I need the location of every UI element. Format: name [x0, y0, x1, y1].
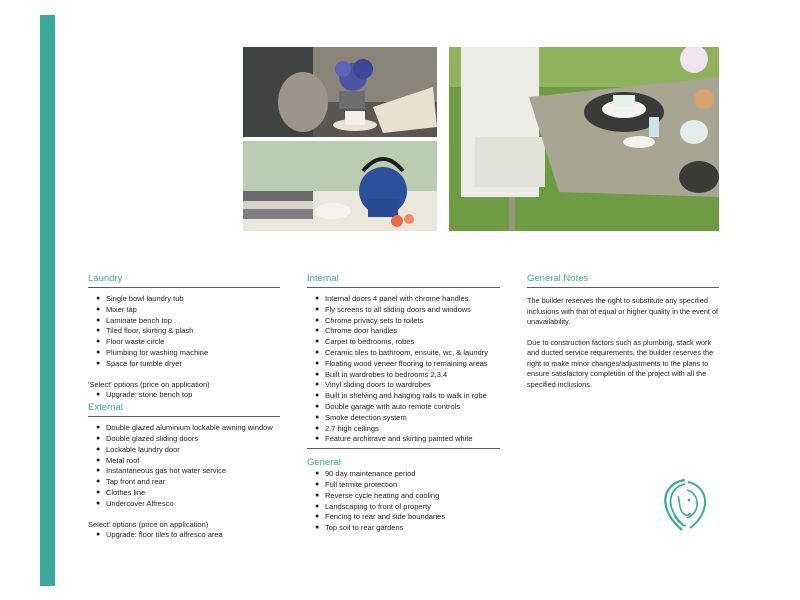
list-item: ● Built in wardrobes to bedrooms 2,3,4: [315, 369, 448, 379]
general-notes-paragraph: The builder reserves the right to substitute any specified inclusions with that of equal or higher quality in the event of unavailability.: [527, 296, 719, 326]
bullet-icon: ●: [315, 424, 320, 432]
internal-heading: Internal: [307, 273, 500, 288]
column-general-notes: [527, 273, 719, 400]
external-options-label: Select' options (price on application): [88, 519, 209, 529]
bullet-icon: ●: [96, 391, 101, 399]
list-item: ● Feature architrave and skirting painted white: [315, 434, 473, 444]
bullet-icon: ●: [96, 488, 101, 496]
list-item: ● Clothes line: [96, 487, 146, 497]
list-item: ● Double glazed aluminium lockable awning window: [96, 423, 273, 433]
bullet-icon: ●: [96, 338, 101, 346]
bullet-icon: ●: [315, 513, 320, 521]
list-item: ● Double glazed sliding doors: [96, 433, 199, 443]
list-item: ● Mixer tap: [96, 304, 137, 314]
column-internal-general: [307, 273, 500, 534]
list-item: ● Fly screens to all sliding doors and windows: [315, 304, 471, 314]
bullet-icon: ●: [315, 480, 320, 488]
bullet-icon: ●: [96, 478, 101, 486]
list-item: ● Built in shelving and hanging rails to walk in robe: [315, 391, 487, 401]
list-item: ● Double garage with auto remote controls: [315, 401, 461, 411]
bullet-icon: ●: [315, 327, 320, 335]
list-item: ● Carpet to bedrooms, robes: [315, 337, 415, 347]
list-item: ● Internal doors 4 panel with chrome handles: [315, 294, 469, 303]
bullet-icon: ●: [96, 445, 101, 453]
bullet-icon: ●: [315, 524, 320, 532]
list-item: ● Reverse cycle heating and cooling: [315, 490, 440, 500]
laundry-list: [88, 294, 280, 370]
general-notes-heading: General Notes: [527, 273, 719, 288]
bullet-icon: ●: [315, 392, 320, 400]
bullet-icon: ●: [96, 499, 101, 507]
bullet-icon: ●: [96, 531, 101, 539]
photo-teapot-illustration: [243, 141, 437, 231]
list-item: ● Tiled floor, skirting & plash: [96, 326, 194, 336]
bullet-icon: ●: [315, 348, 320, 356]
list-item: ● Chrome privacy sets to toilets: [315, 315, 424, 325]
bullet-icon: ●: [96, 424, 101, 432]
list-item: ● Ceramic tiles to bathroom, ensuite, wc, & laundry: [315, 347, 488, 357]
list-item: ● Single bowl laundry tub: [96, 294, 184, 303]
bullet-icon: ●: [315, 359, 320, 367]
column-laundry-external: [88, 273, 280, 541]
bullet-icon: ●: [315, 316, 320, 324]
bullet-icon: ●: [315, 491, 320, 499]
list-item: ● Floating wood veneer flooring to remaining areas: [315, 358, 488, 368]
list-item: ● Upgrade: floor tiles to alfresco area: [96, 530, 223, 540]
bullet-icon: ●: [96, 327, 101, 335]
bullet-icon: ●: [315, 470, 320, 478]
bullet-icon: ●: [315, 370, 320, 378]
list-item: ● Smoke detection system: [315, 412, 407, 422]
list-item: ● Metal roof: [96, 455, 140, 465]
accent-sidebar-bar: [40, 15, 55, 586]
bullet-icon: ●: [96, 348, 101, 356]
lion-head-logo-svg: [660, 478, 710, 532]
external-options-list: [88, 530, 280, 541]
laundry-heading: Laundry: [88, 273, 280, 288]
bullet-icon: ●: [315, 402, 320, 410]
list-item: ● Chrome door handles: [315, 326, 398, 336]
bullet-icon: ●: [96, 295, 101, 302]
bullet-icon: ●: [315, 502, 320, 510]
list-item: ● Full termite protection: [315, 479, 398, 489]
list-item: ● Landscaping to front of property: [315, 501, 431, 511]
bullet-icon: ●: [315, 435, 320, 443]
list-item: ● Tap front and rear: [96, 477, 166, 487]
lion-head-logo-icon: [660, 478, 710, 532]
photo-teapot-books-teacup: [243, 141, 437, 231]
external-heading: External: [88, 402, 280, 417]
list-item: ● Lockable laundry door: [96, 444, 180, 454]
bullet-icon: ●: [315, 413, 320, 421]
bullet-icon: ●: [315, 295, 320, 302]
bullet-icon: ●: [96, 456, 101, 464]
photo-outdoor-illustration: [449, 47, 719, 231]
photo-outdoor-table-chair: [449, 47, 719, 231]
list-item: ● Instantaneous gas hot water service: [96, 466, 227, 476]
general-list: [307, 469, 500, 534]
bullet-icon: ●: [315, 381, 320, 389]
external-list: [88, 423, 280, 509]
photo-cushions-illustration: [243, 47, 437, 137]
internal-bottom-rule: [307, 448, 500, 449]
bullet-icon: ●: [315, 305, 320, 313]
list-item: ● Space for tumble dryer: [96, 358, 182, 368]
list-item: ● Plumbing for washing machine: [96, 347, 209, 357]
list-item: ● 2.7 high ceilings: [315, 423, 379, 433]
bullet-icon: ●: [315, 338, 320, 346]
list-item: ● Laminate bench top: [96, 315, 172, 325]
laundry-options-list: [88, 390, 280, 401]
general-heading: General: [307, 457, 341, 469]
list-item: ● Vinyl sliding doors to wardrobes: [315, 380, 431, 390]
bullet-icon: ●: [96, 359, 101, 367]
list-item: ● Upgrade: stone bench top: [96, 390, 193, 400]
internal-list: [307, 294, 500, 445]
list-item: ● 90 day maintenance period: [315, 469, 416, 479]
bullet-icon: ●: [96, 316, 101, 324]
bullet-icon: ●: [96, 434, 101, 442]
general-notes-paragraph: Due to construction factors such as plumbing, stack work and ducted service requirements, the builder reserves the right to make minor changes/adjustments to the plans to ensure satisfactory completion of the project with all the specified inclusions.: [527, 337, 714, 389]
list-item: ● Top soil to rear gardens: [315, 523, 404, 533]
list-item: ● Fencing to rear and side boundaries: [315, 512, 446, 522]
laundry-options-label: 'Select' options (price on application): [88, 379, 210, 389]
photo-cushions-coffee-flowers: [243, 47, 437, 137]
list-item: ● Floor waste circle: [96, 337, 165, 347]
list-item: ● Undercover Alfresco: [96, 498, 174, 508]
bullet-icon: ●: [96, 305, 101, 313]
bullet-icon: ●: [96, 467, 101, 475]
